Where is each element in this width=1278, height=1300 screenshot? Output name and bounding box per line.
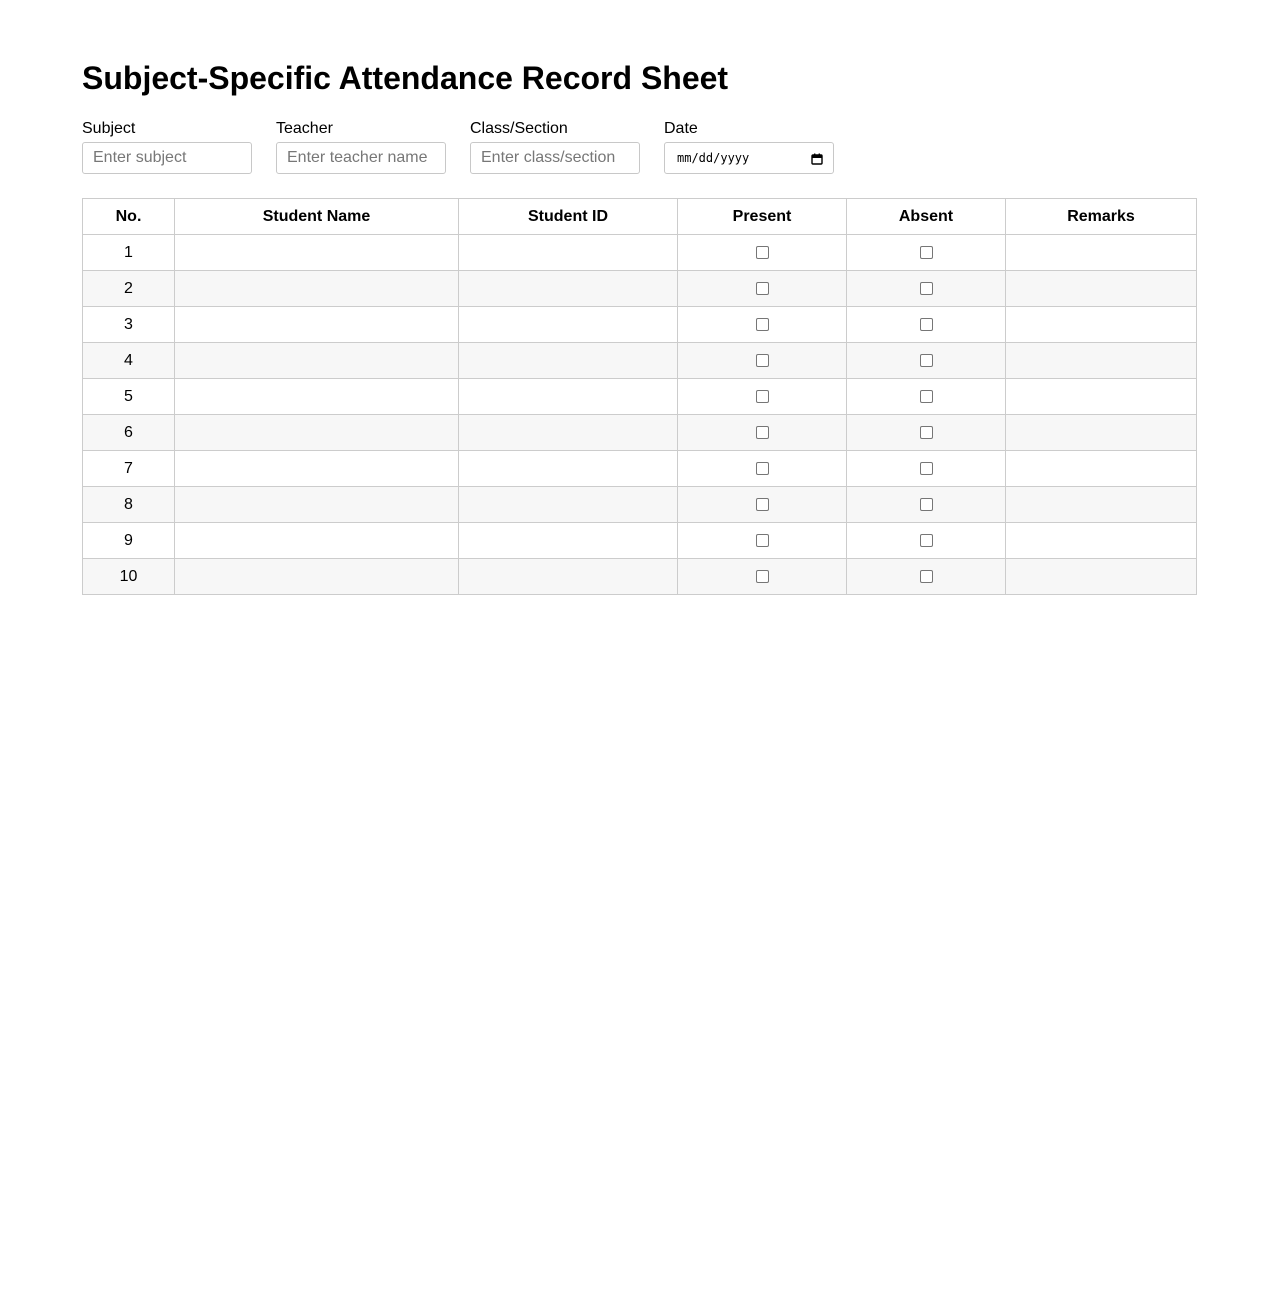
present-checkbox[interactable] bbox=[756, 462, 769, 475]
date-field-group bbox=[664, 120, 834, 174]
absent-cell bbox=[847, 235, 1006, 271]
absent-cell bbox=[847, 379, 1006, 415]
student-name-cell[interactable] bbox=[175, 451, 459, 487]
row-number: 3 bbox=[83, 307, 175, 343]
present-checkbox[interactable] bbox=[756, 354, 769, 367]
student-id-cell[interactable] bbox=[459, 559, 678, 595]
student-name-cell[interactable] bbox=[175, 523, 459, 559]
table-row bbox=[83, 379, 1197, 415]
present-checkbox[interactable] bbox=[756, 246, 769, 259]
row-number: 10 bbox=[83, 559, 175, 595]
page-title: Subject-Specific Attendance Record Sheet bbox=[82, 60, 729, 96]
student-name-cell[interactable] bbox=[175, 559, 459, 595]
present-cell bbox=[678, 415, 847, 451]
remarks-cell[interactable] bbox=[1006, 523, 1197, 559]
absent-checkbox[interactable] bbox=[920, 354, 933, 367]
student-name-cell[interactable] bbox=[175, 343, 459, 379]
remarks-cell[interactable] bbox=[1006, 379, 1197, 415]
date-input[interactable] bbox=[664, 142, 834, 174]
absent-checkbox[interactable] bbox=[920, 570, 933, 583]
present-checkbox[interactable] bbox=[756, 318, 769, 331]
present-cell bbox=[678, 523, 847, 559]
table-row bbox=[83, 235, 1197, 271]
class-section-field-group bbox=[470, 120, 640, 174]
table-row bbox=[83, 307, 1197, 343]
date-placeholder: mm/dd/yyyy bbox=[677, 151, 750, 165]
absent-checkbox[interactable] bbox=[920, 246, 933, 259]
subject-label: Subject bbox=[82, 120, 136, 137]
present-checkbox[interactable] bbox=[756, 570, 769, 583]
remarks-cell[interactable] bbox=[1006, 451, 1197, 487]
student-id-cell[interactable] bbox=[459, 235, 678, 271]
student-name-cell[interactable] bbox=[175, 487, 459, 523]
present-checkbox[interactable] bbox=[756, 426, 769, 439]
row-number: 8 bbox=[83, 487, 175, 523]
student-name-cell[interactable] bbox=[175, 307, 459, 343]
absent-checkbox[interactable] bbox=[920, 462, 933, 475]
absent-checkbox[interactable] bbox=[920, 534, 933, 547]
remarks-cell[interactable] bbox=[1006, 415, 1197, 451]
row-number: 1 bbox=[83, 235, 175, 271]
remarks-cell[interactable] bbox=[1006, 307, 1197, 343]
student-id-cell[interactable] bbox=[459, 451, 678, 487]
class-section-input[interactable] bbox=[470, 142, 640, 174]
present-cell bbox=[678, 379, 847, 415]
student-name-cell[interactable] bbox=[175, 235, 459, 271]
remarks-cell[interactable] bbox=[1006, 343, 1197, 379]
table-row bbox=[83, 523, 1197, 559]
table-row bbox=[83, 487, 1197, 523]
present-checkbox[interactable] bbox=[756, 498, 769, 511]
date-label: Date bbox=[664, 120, 698, 137]
absent-cell bbox=[847, 451, 1006, 487]
table-row bbox=[83, 271, 1197, 307]
row-number: 6 bbox=[83, 415, 175, 451]
row-number: 4 bbox=[83, 343, 175, 379]
absent-cell bbox=[847, 307, 1006, 343]
present-cell bbox=[678, 307, 847, 343]
student-id-cell[interactable] bbox=[459, 307, 678, 343]
header-absent: Absent bbox=[847, 199, 1006, 235]
absent-checkbox[interactable] bbox=[920, 426, 933, 439]
present-cell bbox=[678, 343, 847, 379]
row-number: 7 bbox=[83, 451, 175, 487]
attendance-table bbox=[82, 198, 1197, 595]
table-header-row bbox=[83, 199, 1197, 235]
table-row bbox=[83, 343, 1197, 379]
absent-cell bbox=[847, 559, 1006, 595]
table-body bbox=[83, 235, 1197, 595]
header-no: No. bbox=[83, 199, 175, 235]
present-cell bbox=[678, 487, 847, 523]
row-number: 5 bbox=[83, 379, 175, 415]
subject-field-group bbox=[82, 120, 252, 174]
student-name-cell[interactable] bbox=[175, 379, 459, 415]
remarks-cell[interactable] bbox=[1006, 559, 1197, 595]
present-cell bbox=[678, 559, 847, 595]
remarks-cell[interactable] bbox=[1006, 271, 1197, 307]
absent-cell bbox=[847, 415, 1006, 451]
row-number: 2 bbox=[83, 271, 175, 307]
remarks-cell[interactable] bbox=[1006, 487, 1197, 523]
header-remarks: Remarks bbox=[1006, 199, 1197, 235]
present-cell bbox=[678, 451, 847, 487]
absent-checkbox[interactable] bbox=[920, 390, 933, 403]
present-cell bbox=[678, 271, 847, 307]
present-checkbox[interactable] bbox=[756, 390, 769, 403]
row-number: 9 bbox=[83, 523, 175, 559]
student-id-cell[interactable] bbox=[459, 523, 678, 559]
absent-checkbox[interactable] bbox=[920, 498, 933, 511]
student-name-cell[interactable] bbox=[175, 271, 459, 307]
table-row bbox=[83, 559, 1197, 595]
teacher-input[interactable] bbox=[276, 142, 446, 174]
present-checkbox[interactable] bbox=[756, 282, 769, 295]
table-row bbox=[83, 451, 1197, 487]
teacher-field-group bbox=[276, 120, 446, 174]
absent-cell bbox=[847, 271, 1006, 307]
present-checkbox[interactable] bbox=[756, 534, 769, 547]
teacher-label: Teacher bbox=[276, 120, 333, 137]
sheet-info-fields bbox=[82, 120, 834, 174]
absent-checkbox[interactable] bbox=[920, 318, 933, 331]
table-row bbox=[83, 415, 1197, 451]
absent-cell bbox=[847, 523, 1006, 559]
subject-input[interactable] bbox=[82, 142, 252, 174]
absent-checkbox[interactable] bbox=[920, 282, 933, 295]
calendar-icon[interactable] bbox=[811, 152, 823, 164]
student-id-cell[interactable] bbox=[459, 415, 678, 451]
student-id-cell[interactable] bbox=[459, 343, 678, 379]
present-cell bbox=[678, 235, 847, 271]
remarks-cell[interactable] bbox=[1006, 235, 1197, 271]
class-section-label: Class/Section bbox=[470, 120, 568, 137]
student-id-cell[interactable] bbox=[459, 487, 678, 523]
header-present: Present bbox=[678, 199, 847, 235]
absent-cell bbox=[847, 487, 1006, 523]
student-id-cell[interactable] bbox=[459, 271, 678, 307]
header-student-id: Student ID bbox=[459, 199, 678, 235]
absent-cell bbox=[847, 343, 1006, 379]
student-name-cell[interactable] bbox=[175, 415, 459, 451]
student-id-cell[interactable] bbox=[459, 379, 678, 415]
header-student-name: Student Name bbox=[175, 199, 459, 235]
